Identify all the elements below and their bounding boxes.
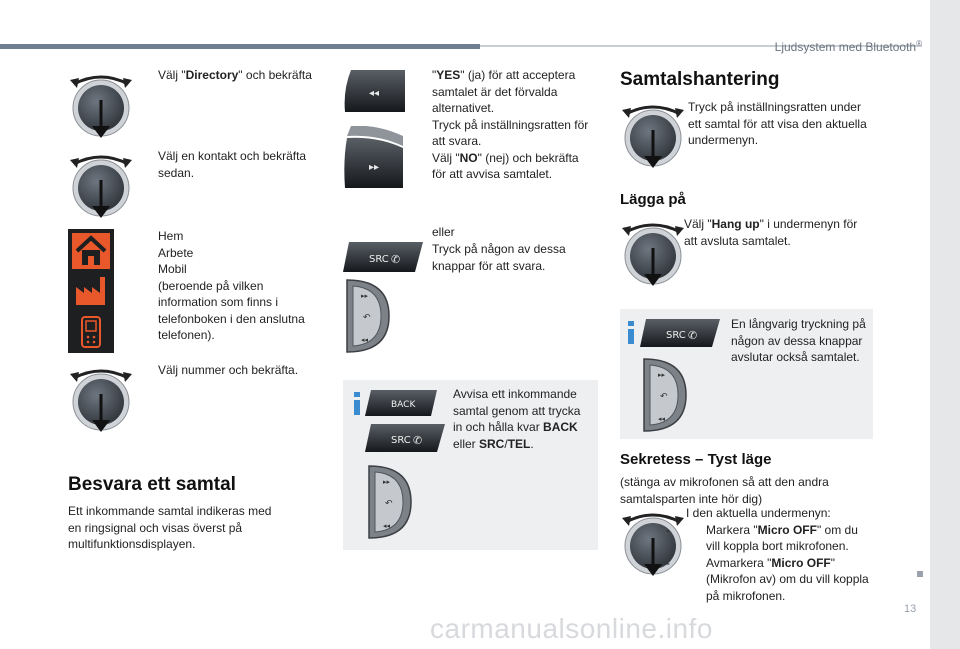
call-management-title: Samtalshantering [620,69,780,90]
page-number: 13 [904,603,917,615]
contact-type-list: Hem Arbete Mobil (beroende på vilken information som finns i telefonboken i den anslutna telefonen). [158,229,305,343]
reject-info-box [343,380,598,550]
long-press-info-box [620,309,873,439]
answer-call-title: Besvara ett samtal [68,474,236,495]
page-marker [917,571,923,577]
step-select-contact: Välj en kontakt och bekräfta sedan. [158,149,307,180]
info-icon [628,321,634,344]
back-button-icon [365,390,437,416]
call-management-text: Tryck på inställningsratten under ett samtal för att visa den aktuella undermenyn. [688,100,867,148]
src-label: SRC [369,254,389,265]
rotary-knob-icon [620,508,686,578]
rotary-knob-icon [620,218,686,288]
skip-forward-button-icon [343,126,405,188]
steering-controls-icon [640,355,690,435]
privacy-intro: (stänga av mikrofonen så att den andra samtalsparten inte hör dig) [620,475,829,506]
info-icon [354,392,360,415]
privacy-instructions: I den aktuella undermenyn: - Markera "Micro OFF" om du vill koppla bort mikrofonen. - Avmarkera "Micro OFF"(Mikrofon av) om du vill koppla på mikrofonen. [666,506,869,603]
svg-text:▸▸: ▸▸ [369,162,380,173]
rotary-knob-icon [620,100,686,170]
steering-controls-icon [343,276,393,356]
hang-up-title: Lägga på [620,191,686,208]
mobile-phone-icon [78,315,104,349]
svg-text:◂◂: ◂◂ [369,88,380,99]
answer-call-text: Ett inkommande samtal indikeras med en ringsignal och visas överst på multifunktionsdisplayen. [68,504,272,552]
rotary-knob-icon [68,364,134,434]
privacy-title: Sekretess – Tyst läge [620,451,772,468]
svg-text:✆: ✆ [391,253,401,266]
or-text: eller [432,225,455,239]
home-icon [72,233,110,269]
src-tel-button-icon [343,242,423,272]
svg-text:✆: ✆ [413,434,423,447]
press-to-answer-text: Tryck på någon av dessa knappar för att svara. [432,242,566,273]
step-directory: Välj "Directory" och bekräfta [158,68,312,82]
rotary-knob-icon [68,70,134,140]
factory-icon [72,273,110,309]
reject-text: Avvisa ett inkommande samtal genom att trycka in och hålla kvar BACK eller SRC/TEL. [453,387,581,451]
steering-controls-icon [365,462,415,542]
step-select-number: Välj nummer och bekräfta. [158,363,299,377]
rotary-knob-icon [68,150,134,220]
hang-up-text: Välj "Hang up" i undermenyn för att avsluta samtalet. [684,217,858,248]
svg-text:✆: ✆ [688,329,698,342]
header-bar [0,44,480,49]
long-press-text: En långvarig tryckning på någon av dessa knappar avslutar också samtalet. [731,317,866,365]
back-label: BACK [391,400,416,410]
src-label: SRC [666,330,686,341]
src-tel-button-icon [365,424,445,452]
yes-no-text: "YES" (ja) för att acceptera samtalet är det förvalda alternativet. Tryck på inställningsratten för att svara. Välj "NO" (nej) och bekräfta för att avvisa samtalet. [432,68,589,182]
src-label: SRC [391,435,411,446]
watermark: carmanualsonline.info [430,613,713,644]
contact-type-icons [68,229,114,353]
page-edge-strip [930,0,960,649]
src-tel-button-icon [640,319,720,347]
skip-back-button-icon [343,70,405,112]
section-title: Ljudsystem med Bluetooth® [774,39,922,54]
